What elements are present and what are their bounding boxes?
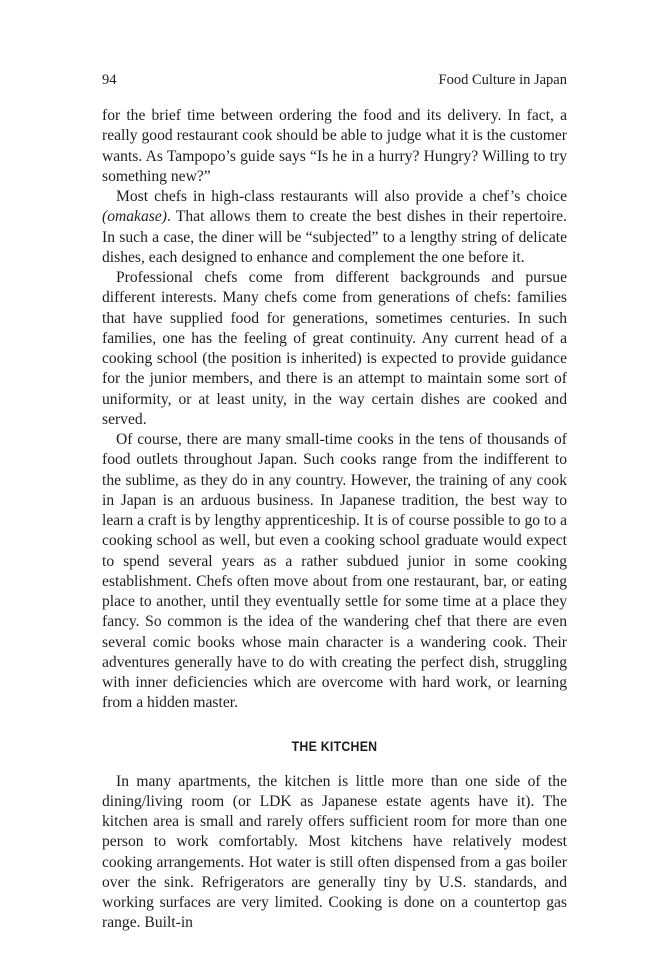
italic-term: (omakase): [102, 208, 167, 226]
paragraph-continuation: for the brief time between ordering the food and its delivery. In fact, a really good restaurant cook should be able to judge what it is the customer wants. As Tampopo’s guide says “Is he in a hurry? Hungry? Willing to try something new?”: [102, 107, 567, 185]
paragraph-text: Most chefs in high-class restaurants will also provide a chef’s choice: [116, 188, 567, 205]
running-head: [102, 70, 567, 90]
paragraph-small-time-cooks: Of course, there are many small-time cooks in the tens of thousands of food outlets throughout Japan. Such cooks range from the indifferent to the sublime, as they do in any country. However, the training of any cook in Japan is an arduous business. In Japanese tradition, the best way to learn a craft is by lengthy apprenticeship. It is of course possible to go to a cooking school as well, but even a cooking school graduate would expect to spend several years as a rather subdued junior in some cooking establishment. Chefs often move about from one restaurant, bar, or eating place to another, until they eventually settle for some time at a place they fancy. So common is the idea of the wandering chef that there are even several comic books whose main character is a wandering cook. Their adventures generally have to do with creating the perfect dish, struggling with inner deficiencies which are overcome with hard work, or learning from a hidden master.: [102, 431, 567, 712]
book-page: [102, 70, 567, 934]
page-number: 94: [102, 72, 117, 88]
running-title: Food Culture in Japan: [438, 72, 567, 88]
body-text: [102, 106, 567, 934]
paragraph-kitchen: In many apartments, the kitchen is little more than one side of the dining/living room (or LDK as Japanese estate agents have it). The kitchen area is small and rarely offers sufficient room for more than one person to work comfortably. Most kitchens have relatively modest cooking arrangements. Hot water is still often dispensed from a gas boiler over the sink. Refrigerators are generally tiny by U.S. standards, and working surfaces are very limited. Cooking is done on a countertop gas range. Built-in: [102, 772, 567, 932]
paragraph-chefs-choice: [102, 187, 567, 268]
paragraph-text: . That allows them to create the best dishes in their repertoire. In such a case, the diner will be “subjected” to a lengthy string of delicate dishes, each designed to enhance and complement the one before it.: [102, 208, 567, 266]
section-heading: THE KITCHEN: [291, 737, 378, 754]
paragraph-professional-chefs: Professional chefs come from different backgrounds and pursue different interests. Many chefs come from generations of chefs: families that have supplied food for generations, sometimes centuries. In such families, one has the feeling of great continuity. Any current head of a cooking school (the position is inherited) is expected to provide guidance for the junior members, and there is an attempt to maintain some sort of uniformity, or at least unity, in the way certain dishes are cooked and served.: [102, 269, 567, 428]
